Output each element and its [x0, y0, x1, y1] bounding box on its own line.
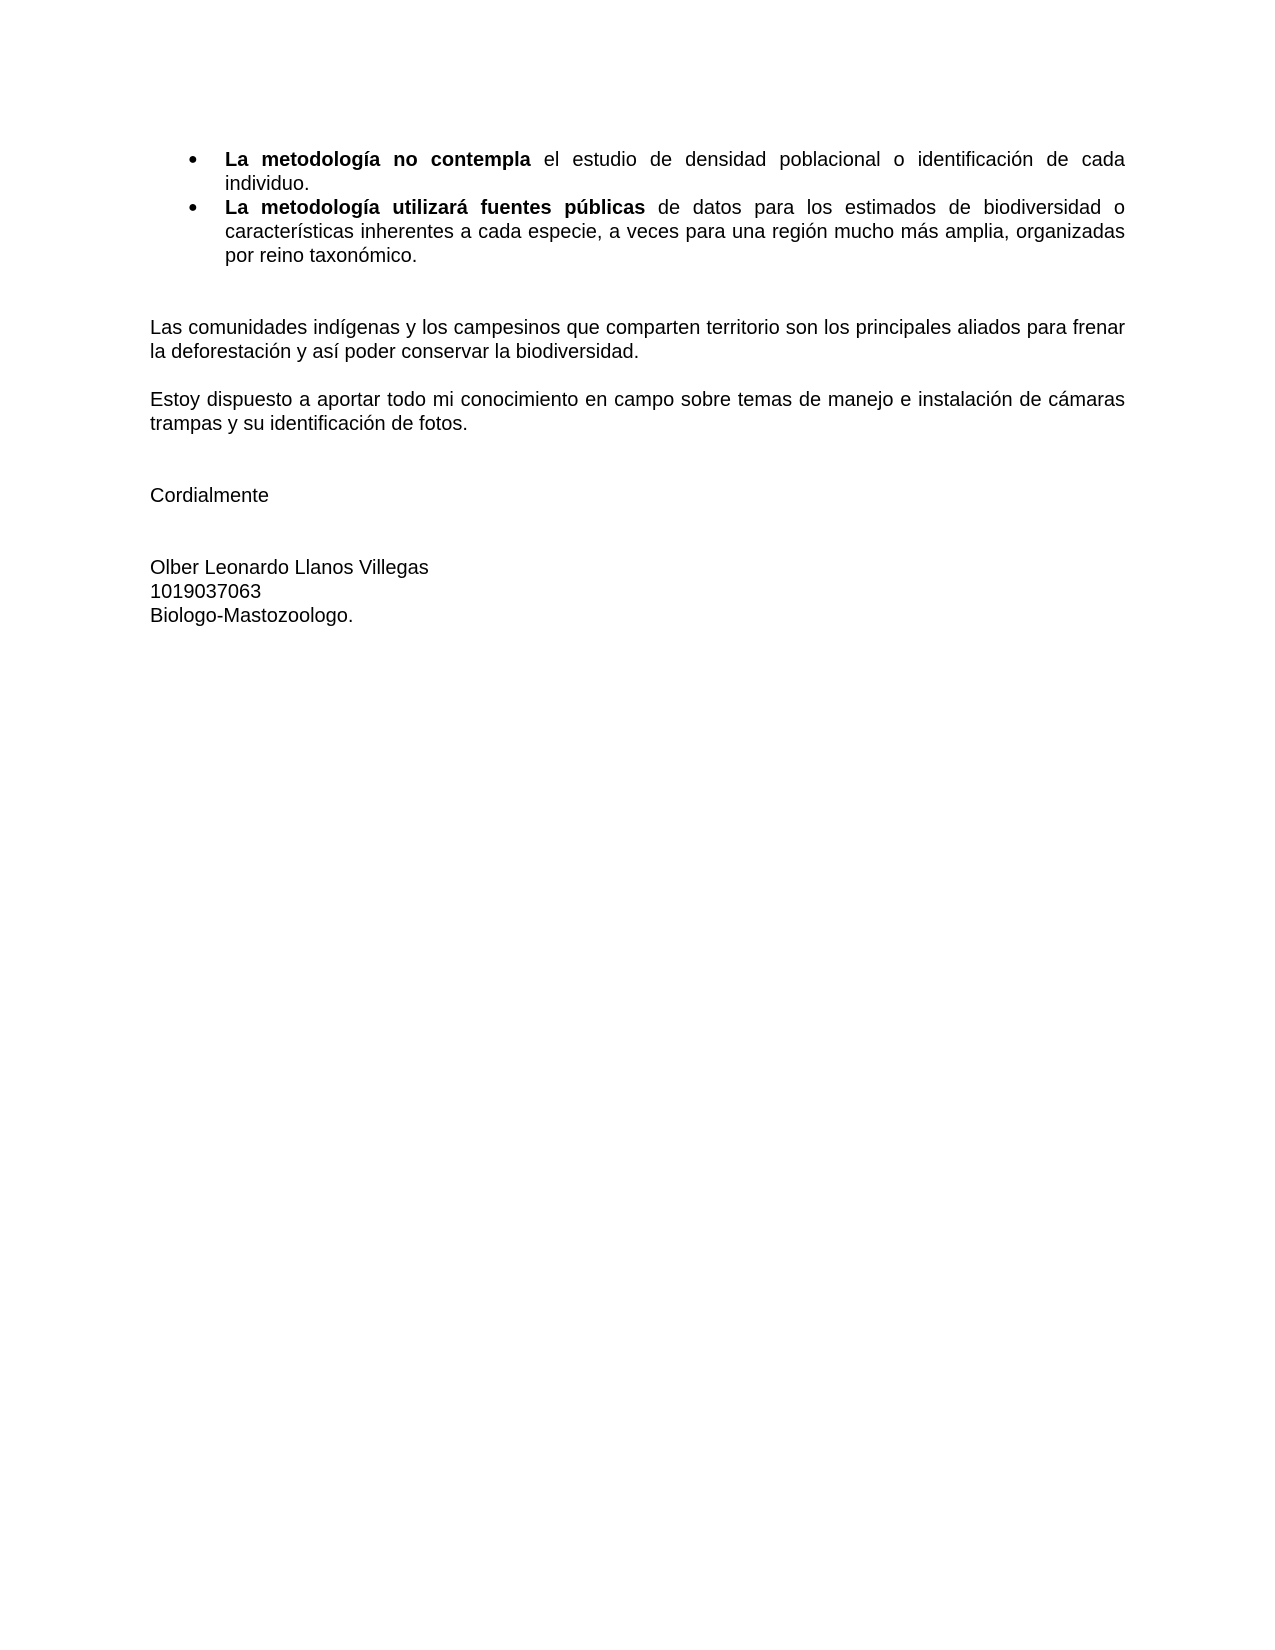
signer-id-number: 1019037063 [150, 581, 262, 603]
bullet-icon: ● [188, 151, 198, 168]
list-item [150, 196, 1125, 268]
bullet-icon: ● [188, 199, 198, 216]
closing-salutation: Cordialmente [150, 485, 269, 507]
bullet-text: el estudio de densidad poblacional o identificación de cada individuo. [225, 149, 1125, 195]
bullet-text: de datos para los estimados de biodiversidad o características inherentes a cada especie, a veces para una región mucho más amplia, organizadas por reino taxonómico. [225, 197, 1125, 267]
signer-name: Olber Leonardo Llanos Villegas [150, 557, 429, 579]
methodology-bullet-list [150, 148, 1125, 268]
paragraph-communities: Las comunidades indígenas y los campesinos que comparten territorio son los principales aliados para frenar la deforestación y así poder conservar la biodiversidad. [150, 317, 1125, 363]
paragraph-offer: Estoy dispuesto a aportar todo mi conocimiento en campo sobre temas de manejo e instalación de cámaras trampas y su identificación de fotos. [150, 389, 1125, 435]
list-item [150, 148, 1125, 196]
bullet-bold-lead: La metodología no contempla [225, 149, 531, 171]
letter-body [150, 148, 1125, 628]
signer-title: Biologo-Mastozoologo. [150, 605, 354, 627]
signature-block [150, 556, 1125, 628]
bullet-bold-lead: La metodología utilizará fuentes públicas [225, 197, 646, 219]
